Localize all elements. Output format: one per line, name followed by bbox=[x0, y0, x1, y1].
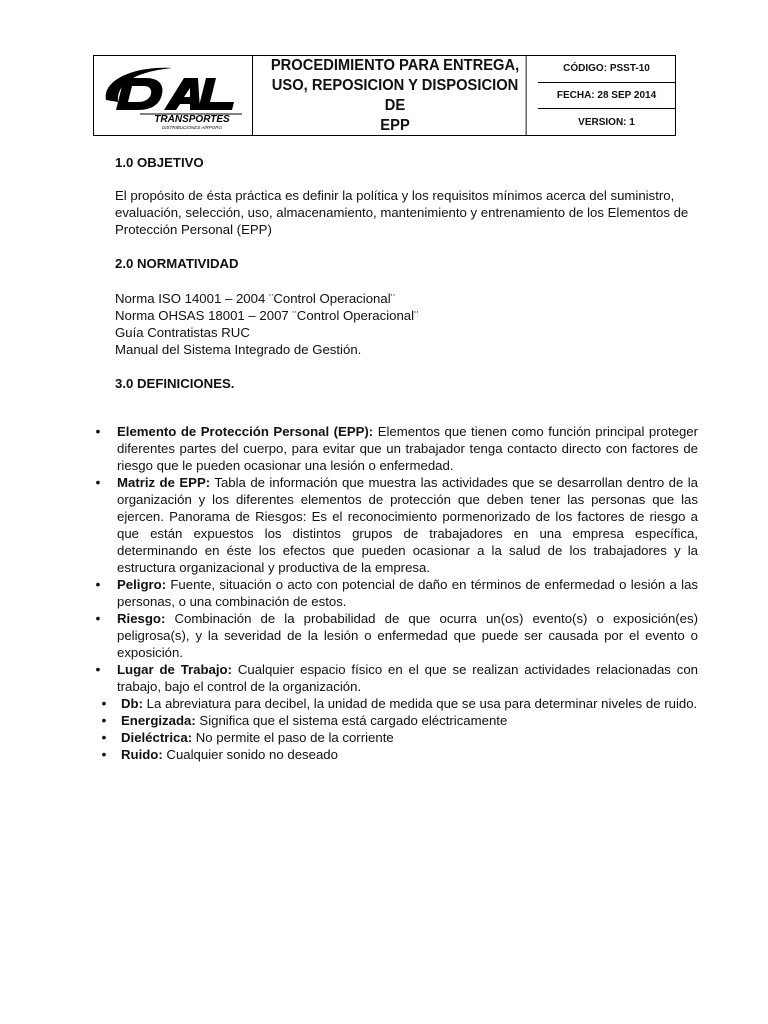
definition-item bbox=[93, 423, 698, 474]
definition-item bbox=[93, 712, 698, 729]
section-heading-definiciones: 3.0 DEFINICIONES. bbox=[115, 376, 235, 391]
document-code: CÓDIGO: PSST-10 bbox=[538, 56, 675, 83]
definition-term: Energizada: bbox=[121, 713, 196, 728]
bullet-icon: • bbox=[95, 576, 101, 592]
definition-item bbox=[93, 661, 698, 695]
definition-item bbox=[93, 610, 698, 661]
bullet-icon: • bbox=[95, 661, 101, 677]
definition-item bbox=[93, 729, 698, 746]
definition-text: Cualquier sonido no deseado bbox=[162, 747, 338, 762]
title-line-3: EPP bbox=[380, 116, 410, 134]
document-title bbox=[264, 56, 526, 135]
bullet-icon: • bbox=[101, 746, 107, 762]
definition-text: Combinación de la probabilidad de que ocurra un(os) evento(s) o exposición(es) peligrosa(s), y la severidad de la lesión o enfermedad que puede ser causada por el evento o exposición. bbox=[117, 611, 698, 660]
bullet-icon: • bbox=[95, 423, 101, 439]
norm-line: Manual del Sistema Integrado de Gestión. bbox=[115, 342, 362, 357]
definition-text: Fuente, situación o acto con potencial de daño en términos de enfermedad o lesión a las personas, o una combinación de estos. bbox=[117, 577, 698, 609]
bullet-icon: • bbox=[95, 610, 101, 626]
document-body bbox=[115, 154, 698, 392]
definition-text: Cualquier espacio físico en el que se realizan actividades relacionadas con trabajo, bajo el control de la organización. bbox=[117, 662, 698, 694]
document-date: FECHA: 28 SEP 2014 bbox=[538, 83, 675, 110]
title-line-2: USO, REPOSICION Y DISPOSICION DE bbox=[271, 76, 519, 114]
definition-term: Lugar de Trabajo: bbox=[117, 662, 232, 677]
section-heading-normatividad: 2.0 NORMATIVIDAD bbox=[115, 256, 239, 271]
definition-term: Dieléctrica: bbox=[121, 730, 193, 745]
document-meta bbox=[538, 56, 675, 135]
title-line-1: PROCEDIMIENTO PARA ENTREGA, bbox=[270, 56, 520, 74]
norm-line: Norma OHSAS 18001 – 2007 ¨Control Operacional¨ bbox=[115, 308, 419, 323]
norm-line: Norma ISO 14001 – 2004 ¨Control Operacional¨ bbox=[115, 291, 396, 306]
definition-item bbox=[93, 746, 698, 763]
document-version: VERSION: 1 bbox=[578, 116, 635, 128]
definition-text: No permite el paso de la corriente bbox=[192, 730, 394, 745]
definition-item bbox=[93, 695, 698, 712]
section-heading-objetivo: 1.0 OBJETIVO bbox=[115, 155, 204, 170]
definition-term: Ruido: bbox=[121, 747, 163, 762]
logo-tagline: DISTRIBUCIONES AIRPORO bbox=[161, 125, 223, 130]
definition-item bbox=[93, 474, 698, 576]
definition-text: Elementos que tienen como función principal proteger diferentes partes del cuerpo, para evitar que un trabajador tenga contacto directo con factores de riesgo que le pueden ocasionar una lesión o enfermedad. bbox=[117, 424, 698, 473]
logo-subtitle: TRANSPORTES bbox=[154, 114, 230, 125]
company-logo bbox=[94, 56, 253, 135]
definition-term: Peligro: bbox=[117, 577, 167, 592]
definition-term: Db: bbox=[121, 696, 143, 711]
definition-term: Matriz de EPP: bbox=[117, 475, 211, 490]
definition-term: Riesgo: bbox=[117, 611, 166, 626]
definition-term: Elemento de Protección Personal (EPP): bbox=[117, 424, 374, 439]
definitions-list bbox=[93, 423, 698, 763]
bullet-icon: • bbox=[101, 695, 107, 711]
objetivo-paragraph: El propósito de ésta práctica es definir la política y los requisitos mínimos acerca del suministro, evaluación, selección, uso, almacenamiento, mantenimiento y entrenamiento de los Elementos de Protección Personal (EPP) bbox=[115, 188, 689, 237]
bullet-icon: • bbox=[101, 712, 107, 728]
dal-logo-icon bbox=[94, 56, 250, 134]
definition-item bbox=[93, 576, 698, 610]
document-header bbox=[93, 55, 676, 136]
definition-text: Tabla de información que muestra las actividades que se desarrollan dentro de la organización y los diferentes elementos de protección que deben tener las personas que las ejercen. Panorama de Riesgos: Es el reconocimiento pormenorizado de los factores de riesgo a que están expuestos los distintos grupos de trabajadores en una empresa específica, determinando en éste los efectos que pueden ocasionar a la salud de los trabajadores y la estructura organizacional y productiva de la empresa. bbox=[117, 475, 698, 575]
definition-text: La abreviatura para decibel, la unidad de medida que se usa para determinar niveles de ruido. bbox=[142, 696, 698, 711]
norm-line: Guía Contratistas RUC bbox=[115, 325, 250, 340]
definition-text: Significa que el sistema está cargado eléctricamente bbox=[195, 713, 508, 728]
bullet-icon: • bbox=[95, 474, 101, 490]
bullet-icon: • bbox=[101, 729, 107, 745]
